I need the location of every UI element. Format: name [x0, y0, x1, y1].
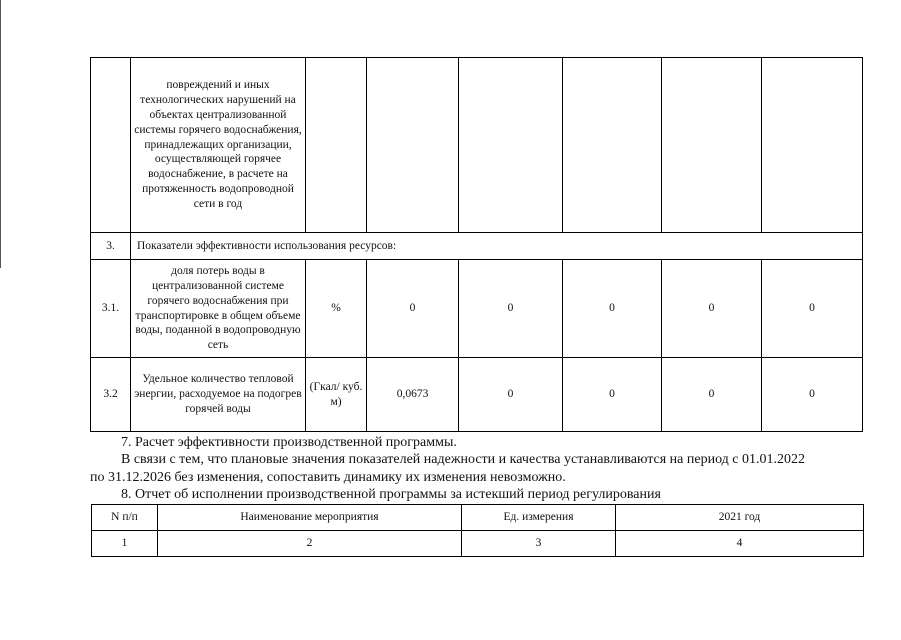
indicator-name-cell: повреждений и иных технологических нарушений на объектах централизованной системы горячего водоснабжения, принадлежащих организации, осуществляющей горячее водоснабжение, в расчете на протяженность водопроводной сети в год	[131, 58, 306, 233]
section-8-title: 8. Отчет об исполнении производственной программы за истекший период регулирования	[121, 487, 661, 502]
column-header: Ед. измерения	[462, 505, 616, 531]
table-row-continued	[91, 58, 863, 233]
row-number-cell: 3.	[91, 233, 131, 260]
indicator-name-cell: доля потерь воды в централизованной системе горячего водоснабжения при транспортировке в общем объеме воды, поданной в водопроводную сеть	[131, 260, 306, 358]
table-row-section-3	[91, 233, 863, 260]
section-7-title: 7. Расчет эффективности производственной программы.	[121, 435, 457, 450]
value-cell: 0	[563, 260, 662, 358]
table-cell: 3	[462, 531, 616, 557]
value-cell	[367, 58, 459, 233]
value-cell: 0	[762, 358, 863, 432]
table-header-row	[92, 505, 864, 531]
value-cell	[662, 58, 762, 233]
unit-cell: %	[306, 260, 367, 358]
row-number-cell	[91, 58, 131, 233]
value-cell: 0	[563, 358, 662, 432]
table-row	[92, 531, 864, 557]
value-cell	[563, 58, 662, 233]
value-cell: 0	[459, 358, 563, 432]
column-header: N п/п	[92, 505, 158, 531]
value-cell	[459, 58, 563, 233]
unit-cell: (Гкал/ куб. м)	[306, 358, 367, 432]
indicator-name-cell: Удельное количество тепловой энергии, расходуемое на подогрев горячей воды	[131, 358, 306, 432]
table-row-3-1	[91, 260, 863, 358]
paragraph-line-1: В связи с тем, что плановые значения показателей надежности и качества устанавливаются на период с 01.01.2022	[121, 452, 806, 467]
column-header: Наименование мероприятия	[158, 505, 462, 531]
table-row-3-2	[91, 358, 863, 432]
table-cell: 1	[92, 531, 158, 557]
value-cell: 0,0673	[367, 358, 459, 432]
value-cell: 0	[662, 260, 762, 358]
value-cell: 0	[662, 358, 762, 432]
table-cell: 4	[616, 531, 864, 557]
report-table	[91, 504, 864, 557]
unit-cell	[306, 58, 367, 233]
row-number-cell: 3.1.	[91, 260, 131, 358]
indicators-table	[90, 57, 863, 432]
row-number-cell: 3.2	[91, 358, 131, 432]
value-cell: 0	[367, 260, 459, 358]
paragraph-line-2: по 31.12.2026 без изменения, сопоставить динамику их изменения невозможно.	[90, 470, 566, 485]
table-cell: 2	[158, 531, 462, 557]
page-edge-mark	[0, 0, 1, 268]
value-cell: 0	[762, 260, 863, 358]
value-cell	[762, 58, 863, 233]
section-heading-cell: Показатели эффективности использования ресурсов:	[131, 233, 863, 260]
column-header: 2021 год	[616, 505, 864, 531]
value-cell: 0	[459, 260, 563, 358]
